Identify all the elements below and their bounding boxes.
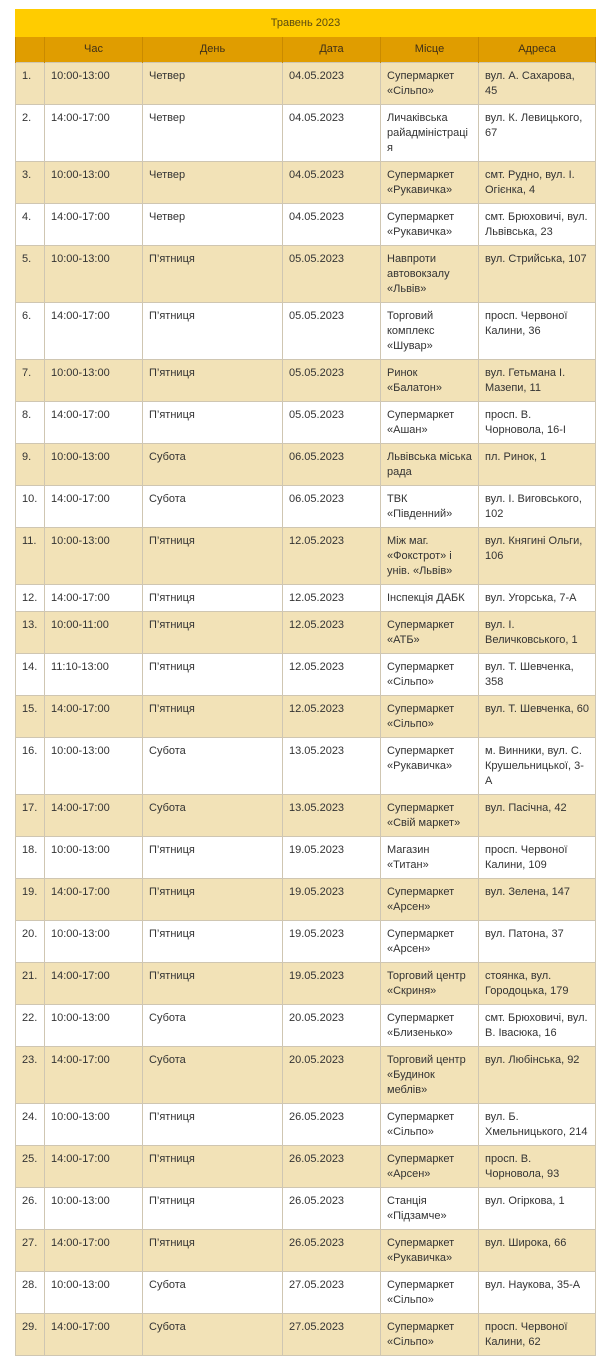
schedule-table (15, 9, 596, 1356)
row-place: Торговий центр «Скриня» (381, 963, 479, 1005)
row-day: Субота (143, 795, 283, 837)
row-number: 26. (16, 1188, 45, 1230)
row-day: Четвер (143, 63, 283, 105)
row-date: 12.05.2023 (283, 654, 381, 696)
row-address: вул. Широка, 66 (479, 1230, 596, 1272)
row-place: Супермаркет «Рукавичка» (381, 738, 479, 795)
row-address: вул. І. Виговського, 102 (479, 486, 596, 528)
row-time: 14:00-17:00 (45, 1314, 143, 1356)
row-number: 10. (16, 486, 45, 528)
row-address: вул. К. Левицького, 67 (479, 105, 596, 162)
table-title: Травень 2023 (16, 10, 596, 37)
table-row (16, 1005, 596, 1047)
column-header-day: День (143, 37, 283, 63)
row-date: 26.05.2023 (283, 1188, 381, 1230)
row-day: П’ятниця (143, 1230, 283, 1272)
row-address: смт. Брюховичі, вул. В. Івасюка, 16 (479, 1005, 596, 1047)
column-header-number (16, 37, 45, 63)
row-place: Личаківська райадміністрація (381, 105, 479, 162)
row-date: 12.05.2023 (283, 585, 381, 612)
row-number: 23. (16, 1047, 45, 1104)
row-number: 16. (16, 738, 45, 795)
row-day: П’ятниця (143, 837, 283, 879)
table-row (16, 528, 596, 585)
row-number: 4. (16, 204, 45, 246)
row-day: П’ятниця (143, 303, 283, 360)
row-time: 14:00-17:00 (45, 303, 143, 360)
row-number: 28. (16, 1272, 45, 1314)
row-place: Магазин «Титан» (381, 837, 479, 879)
row-place: Супермаркет «Сільпо» (381, 654, 479, 696)
table-row (16, 654, 596, 696)
row-address: вул. Зелена, 147 (479, 879, 596, 921)
row-date: 04.05.2023 (283, 204, 381, 246)
row-day: П’ятниця (143, 879, 283, 921)
table-row (16, 879, 596, 921)
row-number: 3. (16, 162, 45, 204)
row-day: Субота (143, 1005, 283, 1047)
row-number: 15. (16, 696, 45, 738)
row-address: вул. Угорська, 7-А (479, 585, 596, 612)
row-number: 22. (16, 1005, 45, 1047)
table-row (16, 963, 596, 1005)
row-number: 13. (16, 612, 45, 654)
row-place: Супермаркет «Рукавичка» (381, 1230, 479, 1272)
row-date: 19.05.2023 (283, 879, 381, 921)
table-row (16, 837, 596, 879)
row-date: 06.05.2023 (283, 444, 381, 486)
row-day: Четвер (143, 162, 283, 204)
row-address: стоянка, вул. Городоцька, 179 (479, 963, 596, 1005)
row-time: 10:00-13:00 (45, 528, 143, 585)
row-address: вул. Пасічна, 42 (479, 795, 596, 837)
row-date: 04.05.2023 (283, 162, 381, 204)
row-address: вул. А. Сахарова, 45 (479, 63, 596, 105)
row-date: 05.05.2023 (283, 402, 381, 444)
column-header-place: Місце (381, 37, 479, 63)
row-address: вул. Б. Хмельницького, 214 (479, 1104, 596, 1146)
row-place: Супермаркет «Арсен» (381, 921, 479, 963)
row-place: Торговий комплекс «Шувар» (381, 303, 479, 360)
row-day: Субота (143, 1314, 283, 1356)
row-date: 05.05.2023 (283, 360, 381, 402)
row-place: Супермаркет «Сільпо» (381, 1272, 479, 1314)
table-row (16, 402, 596, 444)
table-row (16, 360, 596, 402)
row-time: 14:00-17:00 (45, 402, 143, 444)
row-day: П’ятниця (143, 612, 283, 654)
row-place: Станція «Підзамче» (381, 1188, 479, 1230)
row-day: П’ятниця (143, 402, 283, 444)
row-day: Субота (143, 486, 283, 528)
row-place: ТВК «Південний» (381, 486, 479, 528)
row-time: 10:00-13:00 (45, 444, 143, 486)
row-time: 14:00-17:00 (45, 1146, 143, 1188)
row-address: вул. І. Величковського, 1 (479, 612, 596, 654)
table-row (16, 1230, 596, 1272)
row-address: вул. Гетьмана І. Мазепи, 11 (479, 360, 596, 402)
table-row (16, 486, 596, 528)
row-place: Львівська міська рада (381, 444, 479, 486)
row-day: Четвер (143, 204, 283, 246)
table-row (16, 1146, 596, 1188)
row-day: Субота (143, 1047, 283, 1104)
row-number: 24. (16, 1104, 45, 1146)
table-row (16, 63, 596, 105)
row-number: 7. (16, 360, 45, 402)
row-address: вул. Княгині Ольги, 106 (479, 528, 596, 585)
row-day: П’ятниця (143, 585, 283, 612)
row-time: 14:00-17:00 (45, 795, 143, 837)
row-place: Між маг. «Фокстрот» і унів. «Львів» (381, 528, 479, 585)
row-place: Супермаркет «Сільпо» (381, 696, 479, 738)
row-time: 10:00-13:00 (45, 921, 143, 963)
row-time: 14:00-17:00 (45, 963, 143, 1005)
row-day: Субота (143, 444, 283, 486)
row-date: 19.05.2023 (283, 963, 381, 1005)
table-row (16, 921, 596, 963)
row-number: 21. (16, 963, 45, 1005)
row-place: Супермаркет «Близенько» (381, 1005, 479, 1047)
row-place: Супермаркет «Рукавичка» (381, 162, 479, 204)
column-header-time: Час (45, 37, 143, 63)
row-number: 19. (16, 879, 45, 921)
row-date: 04.05.2023 (283, 105, 381, 162)
table-title-row (16, 10, 596, 37)
row-number: 5. (16, 246, 45, 303)
row-place: Ринок «Балатон» (381, 360, 479, 402)
row-time: 14:00-17:00 (45, 696, 143, 738)
table-row (16, 1104, 596, 1146)
row-place: Навпроти автовокзалу «Львів» (381, 246, 479, 303)
row-date: 13.05.2023 (283, 795, 381, 837)
row-time: 14:00-17:00 (45, 486, 143, 528)
row-day: П’ятниця (143, 1104, 283, 1146)
row-day: Субота (143, 738, 283, 795)
row-date: 12.05.2023 (283, 696, 381, 738)
table-row (16, 696, 596, 738)
row-day: П’ятниця (143, 654, 283, 696)
row-day: П’ятниця (143, 963, 283, 1005)
row-place: Супермаркет «АТБ» (381, 612, 479, 654)
row-time: 10:00-13:00 (45, 1272, 143, 1314)
table-row (16, 162, 596, 204)
row-address: просп. В. Чорновола, 93 (479, 1146, 596, 1188)
column-header-date: Дата (283, 37, 381, 63)
row-address: м. Винники, вул. С. Крушельницької, 3-А (479, 738, 596, 795)
row-number: 2. (16, 105, 45, 162)
row-date: 13.05.2023 (283, 738, 381, 795)
row-time: 10:00-11:00 (45, 612, 143, 654)
row-day: Субота (143, 1272, 283, 1314)
table-body (16, 63, 596, 1356)
row-place: Супермаркет «Сільпо» (381, 63, 479, 105)
row-date: 12.05.2023 (283, 612, 381, 654)
row-date: 19.05.2023 (283, 837, 381, 879)
row-time: 10:00-13:00 (45, 738, 143, 795)
table-row (16, 1188, 596, 1230)
row-address: смт. Брюховичі, вул. Львівська, 23 (479, 204, 596, 246)
table-row (16, 1272, 596, 1314)
row-place: Супермаркет «Сільпо» (381, 1104, 479, 1146)
row-day: Четвер (143, 105, 283, 162)
table-row (16, 444, 596, 486)
row-date: 26.05.2023 (283, 1146, 381, 1188)
row-date: 27.05.2023 (283, 1272, 381, 1314)
table-row (16, 246, 596, 303)
row-address: смт. Рудно, вул. І. Огієнка, 4 (479, 162, 596, 204)
row-place: Супермаркет «Ашан» (381, 402, 479, 444)
row-number: 20. (16, 921, 45, 963)
row-address: вул. Любінська, 92 (479, 1047, 596, 1104)
row-address: вул. Стрийська, 107 (479, 246, 596, 303)
table-row (16, 1047, 596, 1104)
column-header-address: Адреса (479, 37, 596, 63)
row-date: 04.05.2023 (283, 63, 381, 105)
table-row (16, 105, 596, 162)
row-place: Супермаркет «Арсен» (381, 879, 479, 921)
row-time: 10:00-13:00 (45, 246, 143, 303)
row-date: 12.05.2023 (283, 528, 381, 585)
row-date: 19.05.2023 (283, 921, 381, 963)
row-place: Супермаркет «Рукавичка» (381, 204, 479, 246)
row-day: П’ятниця (143, 360, 283, 402)
table-row (16, 303, 596, 360)
row-time: 14:00-17:00 (45, 1047, 143, 1104)
row-time: 14:00-17:00 (45, 879, 143, 921)
row-date: 20.05.2023 (283, 1047, 381, 1104)
row-address: пл. Ринок, 1 (479, 444, 596, 486)
row-day: П’ятниця (143, 246, 283, 303)
row-number: 11. (16, 528, 45, 585)
row-address: вул. Наукова, 35-А (479, 1272, 596, 1314)
row-place: Торговий центр «Будинок меблів» (381, 1047, 479, 1104)
row-number: 9. (16, 444, 45, 486)
row-address: просп. В. Чорновола, 16-І (479, 402, 596, 444)
row-address: вул. Огіркова, 1 (479, 1188, 596, 1230)
row-day: П’ятниця (143, 696, 283, 738)
row-time: 10:00-13:00 (45, 360, 143, 402)
row-number: 12. (16, 585, 45, 612)
row-time: 14:00-17:00 (45, 585, 143, 612)
row-number: 6. (16, 303, 45, 360)
row-number: 8. (16, 402, 45, 444)
row-day: П’ятниця (143, 528, 283, 585)
table-row (16, 612, 596, 654)
row-time: 10:00-13:00 (45, 63, 143, 105)
row-date: 06.05.2023 (283, 486, 381, 528)
row-date: 05.05.2023 (283, 246, 381, 303)
row-number: 25. (16, 1146, 45, 1188)
table-row (16, 738, 596, 795)
row-time: 10:00-13:00 (45, 1188, 143, 1230)
table-row (16, 204, 596, 246)
row-address: вул. Т. Шевченка, 358 (479, 654, 596, 696)
row-address: вул. Патона, 37 (479, 921, 596, 963)
row-place: Супермаркет «Сільпо» (381, 1314, 479, 1356)
row-time: 14:00-17:00 (45, 105, 143, 162)
row-place: Супермаркет «Арсен» (381, 1146, 479, 1188)
table-row (16, 795, 596, 837)
row-number: 27. (16, 1230, 45, 1272)
row-date: 05.05.2023 (283, 303, 381, 360)
row-time: 14:00-17:00 (45, 204, 143, 246)
row-address: просп. Червоної Калини, 109 (479, 837, 596, 879)
row-date: 20.05.2023 (283, 1005, 381, 1047)
row-time: 10:00-13:00 (45, 837, 143, 879)
row-address: просп. Червоної Калини, 36 (479, 303, 596, 360)
table-header-row (16, 37, 596, 63)
row-day: П’ятниця (143, 921, 283, 963)
row-day: П’ятниця (143, 1146, 283, 1188)
row-address: вул. Т. Шевченка, 60 (479, 696, 596, 738)
row-number: 29. (16, 1314, 45, 1356)
row-number: 1. (16, 63, 45, 105)
row-place: Супермаркет «Свій маркет» (381, 795, 479, 837)
row-address: просп. Червоної Калини, 62 (479, 1314, 596, 1356)
row-number: 17. (16, 795, 45, 837)
row-date: 27.05.2023 (283, 1314, 381, 1356)
row-place: Інспекція ДАБК (381, 585, 479, 612)
row-date: 26.05.2023 (283, 1104, 381, 1146)
row-day: П’ятниця (143, 1188, 283, 1230)
row-time: 14:00-17:00 (45, 1230, 143, 1272)
row-time: 10:00-13:00 (45, 1104, 143, 1146)
row-time: 10:00-13:00 (45, 1005, 143, 1047)
row-number: 14. (16, 654, 45, 696)
row-time: 10:00-13:00 (45, 162, 143, 204)
row-date: 26.05.2023 (283, 1230, 381, 1272)
table-row (16, 1314, 596, 1356)
row-time: 11:10-13:00 (45, 654, 143, 696)
row-number: 18. (16, 837, 45, 879)
table-row (16, 585, 596, 612)
